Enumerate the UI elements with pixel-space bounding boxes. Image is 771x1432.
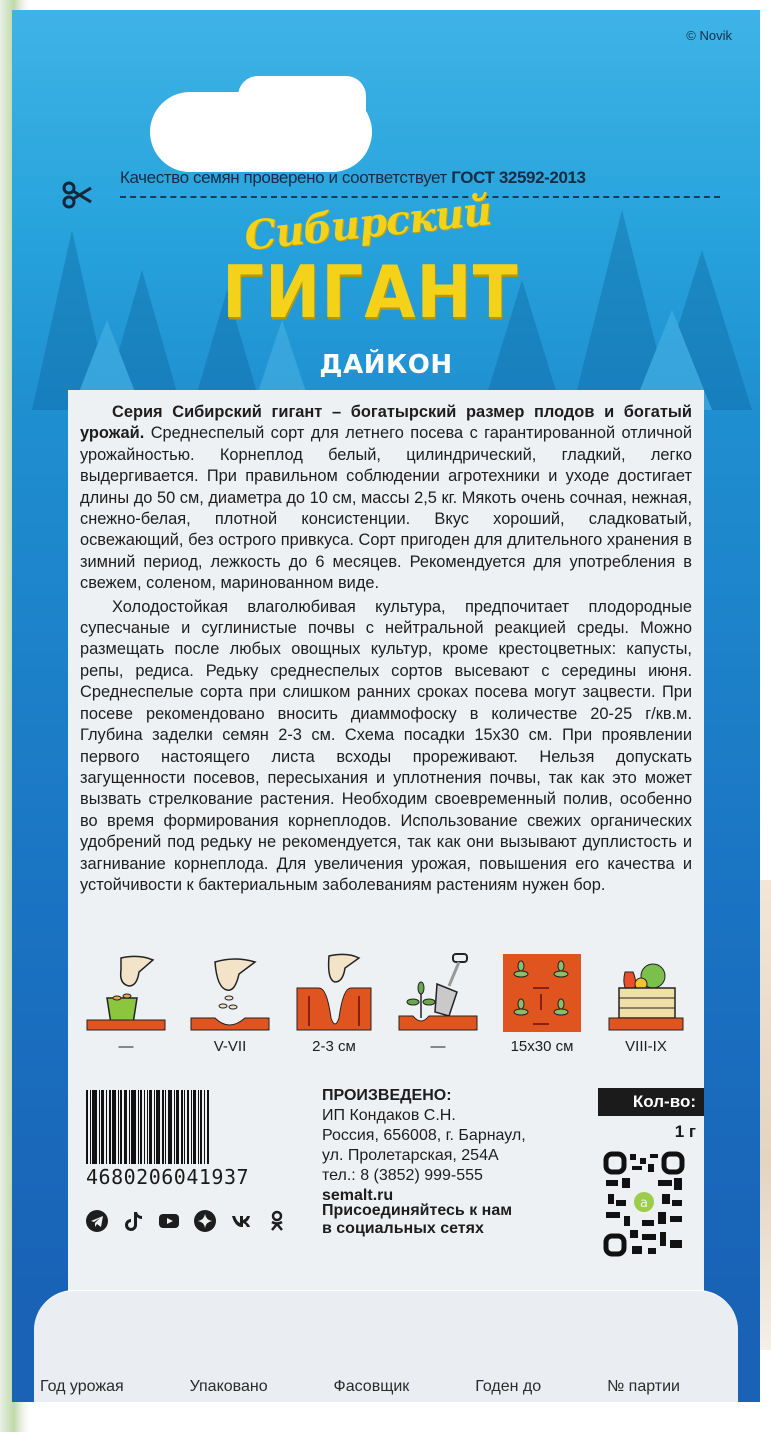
step-label: V-VII — [213, 1038, 247, 1055]
producer-address-line-1: Россия, 656008, г. Барнаул, — [322, 1127, 526, 1144]
vk-icon[interactable] — [230, 1210, 252, 1232]
step-sowing-period — [184, 952, 276, 1062]
step-scheme — [496, 952, 588, 1062]
barcode-number: 4680206041937 — [86, 1165, 250, 1189]
quantity-box — [598, 1088, 704, 1142]
field-harvest-year: Год урожая — [40, 1378, 124, 1395]
join-line-2: в социальных сетях — [322, 1220, 484, 1237]
step-label: 15x30 см — [510, 1038, 574, 1055]
gost-number: ГОСТ 32592-2013 — [451, 168, 586, 187]
series-script-title: Сибирский — [242, 187, 494, 260]
join-line-1: Присоединяйтесь к нам — [322, 1202, 513, 1219]
tiktok-icon[interactable] — [122, 1210, 144, 1232]
dzen-icon[interactable] — [194, 1210, 216, 1232]
qr-code[interactable] — [602, 1150, 686, 1258]
telegram-icon[interactable] — [86, 1210, 108, 1232]
producer-website-link[interactable]: semalt.ru — [322, 1187, 394, 1204]
description-body-1: Среднеспелый сорт для летнего посева с гарантированной отличной урожайностью. Корнеплод белый, цилиндрический, гладкий, легко выдергивается. При правильном соблюдении агротехники и уходе достигает длины до 50 см, диаметра до 10 см, массы 2,5 кг. Мякоть очень сочная, нежная, снежно-белая, плотной консистенции. Вкус хороший, сладковатый, освежающий, без острого привкуса. Сорт пригоден для длительного хранения в зимний период, лежкость до 6 месяцев. Рекомендуется для употребления в свежем, соленом, маринованном виде. — [80, 424, 692, 593]
seed-packet — [12, 10, 760, 1402]
youtube-icon[interactable] — [158, 1210, 180, 1232]
field-best-before: Годен до — [475, 1378, 542, 1395]
description — [80, 402, 692, 898]
hang-hole — [150, 92, 372, 172]
transplant-shovel-icon — [397, 952, 479, 1034]
step-label: — — [430, 1038, 446, 1055]
sowing-open-ground-icon — [189, 952, 271, 1034]
odnoklassniki-icon[interactable] — [266, 1210, 288, 1232]
planting-scheme-icon — [501, 952, 583, 1034]
field-batch-number: № партии — [607, 1378, 680, 1395]
variety-name: ДАЙКОН — [319, 350, 453, 380]
sowing-depth-icon — [293, 952, 375, 1034]
step-label: VIII-IX — [625, 1038, 667, 1055]
producer-phone: тел.: 8 (3852) 999-555 — [322, 1167, 483, 1184]
step-transplant — [392, 952, 484, 1062]
scissors-icon — [62, 180, 92, 210]
quality-note-text: Качество семян проверено и соответствует — [120, 168, 452, 187]
svg-text:a: a — [640, 1196, 648, 1211]
description-paragraph-2: Холодостойкая влаголюбивая культура, предпочитает плодородные супесчаные и суглинистые почвы с нейтральной реакцией среды. Можно размещать после любых овощных культур, кроме крестоцветных: капусты, репы, редиса. Редьку среднеспелых сортов высевают с середины июня. Среднеспелые сорта при слишком ранних сроках посева могут зацвести. При посеве рекомендовано вносить диаммофоску в количестве 20-25 г/кв.м. Глубина заделки семян 2-3 см. Схема посадки 15x30 см. При проявлении первого настоящего листа всходы прореживают. Нельзя допускать загущенности посевов, пересыхания и уплотнения почвы, так как это может вызвать стрелкование растения. Необходим своевременный полив, особенно во время формирования корнеплодов. Использование свежих органических удобрений под редьку не рекомендуется, так как они вызывают дуплистость и загнивание корнеплода. Для увеличения урожая, повышения его качества и устойчивости к бактериальным заболеваниям растениям нужен бор. — [80, 597, 692, 894]
step-seedlings — [80, 952, 172, 1062]
harvest-crate-icon — [605, 952, 687, 1034]
barcode — [86, 1090, 286, 1190]
fill-fields — [40, 1378, 680, 1396]
producer-info — [322, 1086, 526, 1206]
quantity-value: 1 г — [674, 1122, 696, 1141]
barcode-bars — [86, 1090, 286, 1164]
step-harvest — [600, 952, 692, 1062]
series-main-title: ГИГАНТ — [222, 250, 519, 335]
sowing-steps — [80, 952, 692, 1062]
gost-text — [120, 168, 586, 188]
field-packer: Фасовщик — [333, 1378, 410, 1395]
join-social-text — [322, 1202, 512, 1238]
producer-address-line-2: ул. Пролетарская, 254А — [322, 1147, 499, 1164]
copyright: © Novik — [686, 28, 732, 43]
step-depth — [288, 952, 380, 1062]
description-lead: Серия Сибирский гигант – богатырский размер плодов и богатый урожай. — [80, 403, 692, 443]
info-panel — [68, 390, 704, 1402]
field-packed: Упаковано — [189, 1378, 268, 1395]
producer-title: ПРОИЗВЕДЕНО: — [322, 1087, 452, 1104]
quantity-label: Кол-во: — [598, 1088, 704, 1116]
seedling-pot-icon — [85, 952, 167, 1034]
producer-name: ИП Кондаков С.Н. — [322, 1107, 456, 1124]
description-paragraph-1 — [80, 402, 692, 595]
step-label: 2-3 см — [312, 1038, 356, 1055]
social-icons — [86, 1210, 288, 1232]
step-label: — — [118, 1038, 134, 1055]
